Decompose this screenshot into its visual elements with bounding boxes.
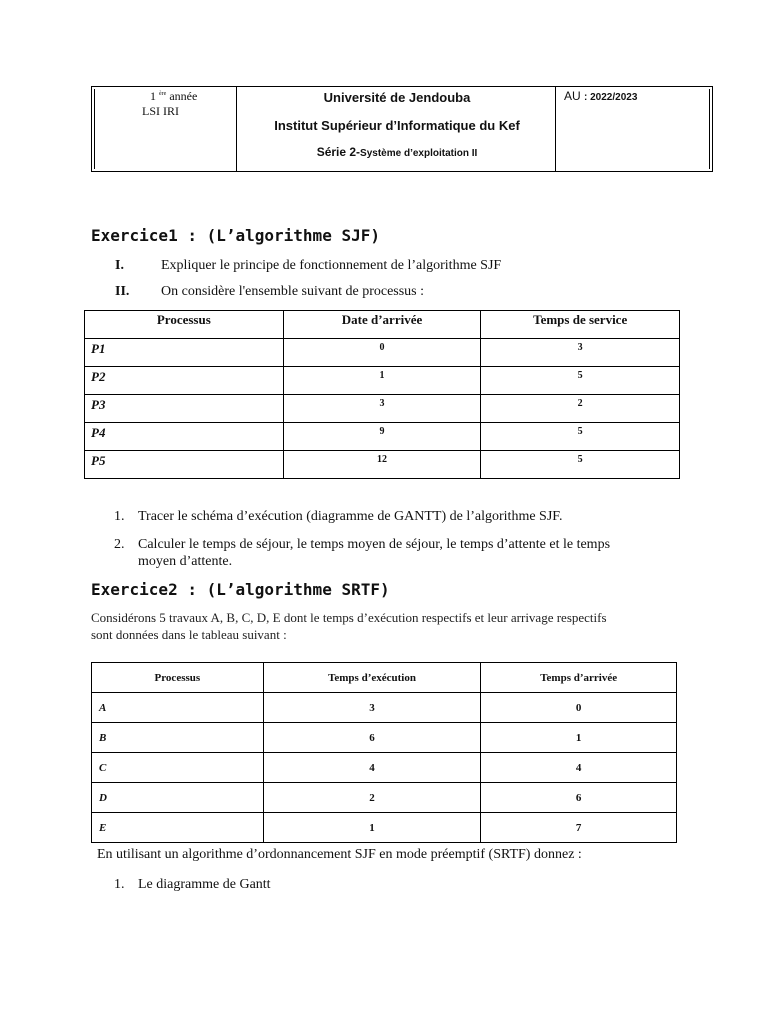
table-row: [92, 753, 677, 783]
header-class: LSI IRI: [142, 104, 179, 118]
exercise2-intro-line1: Considérons 5 travaux A, B, C, D, E dont le temps d’exécution respectifs et leur arrivage respectifs: [91, 610, 607, 625]
table-row: [92, 813, 677, 843]
arrival-time: 0: [481, 693, 677, 723]
ex2-task-1-text: Le diagramme de Gantt: [138, 877, 271, 892]
execution-time: 1: [263, 813, 481, 843]
service-time: 5: [481, 423, 680, 451]
exercise1-title: Exercice1 : (L’algorithme SJF): [91, 226, 380, 245]
header-divider: [236, 87, 237, 171]
question-2: II.: [115, 284, 130, 299]
table-row: [85, 395, 680, 423]
service-time: 2: [481, 395, 680, 423]
table-header-row: [85, 311, 680, 339]
execution-time: 6: [263, 723, 481, 753]
column-header: Temps de service: [481, 311, 680, 339]
column-header: Temps d’exécution: [263, 663, 481, 693]
academic-year: AU : 2022/2023: [564, 89, 638, 103]
question-2-text: On considère l'ensemble suivant de processus :: [161, 284, 425, 299]
execution-time: 2: [263, 783, 481, 813]
university-name: Université de Jendouba: [323, 90, 471, 105]
column-header: Processus: [85, 311, 284, 339]
process-name: P1: [85, 339, 284, 367]
question-1-text: Expliquer le principe de fonctionnement de l’algorithme SJF: [161, 258, 502, 273]
exercise2-title: Exercice2 : (L’algorithme SRTF): [91, 580, 390, 599]
table-row: [85, 451, 680, 479]
column-header: Processus: [92, 663, 264, 693]
service-time: 5: [481, 451, 680, 479]
serie-title: Série 2-Système d’exploitation II: [316, 145, 478, 159]
arrival-time: 4: [481, 753, 677, 783]
table-header-row: [92, 663, 677, 693]
arrival-date: 0: [283, 339, 481, 367]
job-name: D: [92, 783, 264, 813]
task-2-text-continued: moyen d’attente.: [138, 554, 233, 569]
job-name: A: [92, 693, 264, 723]
srtf-jobs-table: [91, 662, 677, 843]
table-row: [92, 783, 677, 813]
header-border: [709, 89, 710, 169]
document-header: [91, 86, 713, 172]
table-row: [85, 423, 680, 451]
task-2-number: 2.: [114, 537, 125, 552]
process-name: P3: [85, 395, 284, 423]
execution-time: 4: [263, 753, 481, 783]
institute-name: Institut Supérieur d’Informatique du Kef: [274, 118, 520, 133]
service-time: 5: [481, 367, 680, 395]
process-name: P5: [85, 451, 284, 479]
service-time: 3: [481, 339, 680, 367]
header-year: 1 $^{ère}$ année: [150, 89, 198, 103]
column-header: Temps d’arrivée: [481, 663, 677, 693]
header-border: [94, 89, 95, 169]
exercise2-instruction: En utilisant un algorithme d’ordonnancement SJF en mode préemptif (SRTF) donnez :: [97, 847, 582, 862]
table-row: [92, 723, 677, 753]
ex2-task-1-number: 1.: [114, 877, 125, 892]
arrival-date: 1: [283, 367, 481, 395]
column-header: Date d’arrivée: [283, 311, 481, 339]
exercise2-intro-line2: sont données dans le tableau suivant :: [91, 627, 287, 642]
task-2-text: Calculer le temps de séjour, le temps moyen de séjour, le temps d’attente et le temps: [138, 537, 611, 552]
job-name: B: [92, 723, 264, 753]
execution-time: 3: [263, 693, 481, 723]
job-name: E: [92, 813, 264, 843]
arrival-time: 7: [481, 813, 677, 843]
process-name: P4: [85, 423, 284, 451]
table-row: [85, 367, 680, 395]
arrival-date: 3: [283, 395, 481, 423]
arrival-date: 12: [283, 451, 481, 479]
process-name: P2: [85, 367, 284, 395]
table-row: [85, 339, 680, 367]
table-row: [92, 693, 677, 723]
arrival-time: 1: [481, 723, 677, 753]
task-1-number: 1.: [114, 509, 125, 524]
arrival-date: 9: [283, 423, 481, 451]
sjf-process-table: [84, 310, 680, 479]
arrival-time: 6: [481, 783, 677, 813]
question-1: I.: [115, 258, 124, 273]
task-1-text: Tracer le schéma d’exécution (diagramme de GANTT) de l’algorithme SJF.: [138, 509, 563, 524]
job-name: C: [92, 753, 264, 783]
